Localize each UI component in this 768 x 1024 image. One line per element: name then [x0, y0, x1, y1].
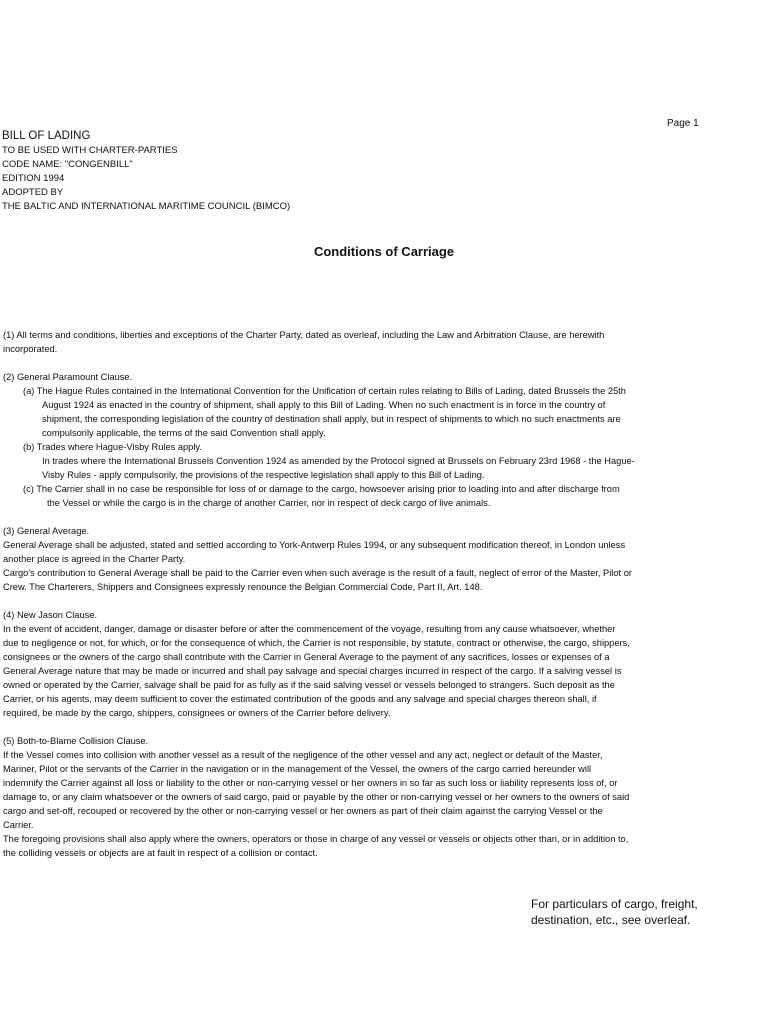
- header-line: ADOPTED BY: [2, 187, 64, 198]
- clause-2c-line: the Vessel or while the cargo is in the charge of another Carrier, nor in respect of deck cargo of live animals.: [47, 498, 491, 508]
- clause-5-line: damage to, or any claim whatsoever or the owners of said cargo, paid or payable by the other or non-carrying vessel or her owners to the owners of said: [3, 792, 630, 802]
- clause-2a-line: shipment, the corresponding legislation of the country of destination shall apply, but in respect of shipments to which no such enactments are: [42, 414, 621, 424]
- clause-2a-lead: (a) The Hague Rules contained in the International Convention for the Unification of certain rules relating to Bills of Lading, dated Brussels the 25th: [23, 386, 626, 396]
- page-number: Page 1: [667, 118, 699, 129]
- clause-2b-line: Visby Rules - apply compulsorily, the provisions of the respective legislation shall apply to this Bill of Lading.: [42, 470, 485, 480]
- clause-5-line: the colliding vessels or objects are at fault in respect of a collision or contact.: [3, 848, 318, 858]
- header-line: TO BE USED WITH CHARTER-PARTIES: [2, 145, 178, 156]
- clause-2a-line: compulsorily applicable, the terms of the said Convention shall apply.: [42, 428, 326, 438]
- header-line: EDITION 1994: [2, 173, 65, 184]
- clause-4-line: due to negligence or not, for which, or for the consequence of which, the Carrier is not responsible, by statute, contract or otherwise, the cargo, shippers,: [3, 638, 630, 648]
- clause-3-line: General Average shall be adjusted, stated and settled according to York-Antwerp Rules 1994, or any subsequent modification thereof, in London unless: [3, 540, 626, 550]
- bill-of-lading-title: BILL OF LADING: [2, 130, 91, 142]
- clause-3-line: another place is agreed in the Charter Party.: [3, 554, 186, 564]
- clause-2-heading: (2) General Paramount Clause.: [3, 372, 133, 382]
- header-line: CODE NAME: "CONGENBILL": [2, 159, 133, 170]
- clause-2b-lead: (b) Trades where Hague-Visby Rules apply.: [23, 442, 202, 452]
- header-line: THE BALTIC AND INTERNATIONAL MARITIME COUNCIL (BIMCO): [2, 201, 291, 212]
- clause-3-line: Cargo's contribution to General Average shall be paid to the Carrier even when such average is the result of a fault, neglect of error of the Master, Pilot or: [3, 568, 632, 578]
- clause-5-line: cargo and set-off, recouped or recovered by the other or non-carrying vessel or her owners as part of their claim against the carrying Vessel or the: [3, 806, 603, 816]
- clause-2b-line: In trades where the International Brussels Convention 1924 as amended by the Protocol signed at Brussels on February 23rd 1968 - the Hague-: [42, 456, 635, 466]
- clause-4-line: General Average nature that may be made or incurred and shall pay salvage and special charges incurred in respect of the cargo. If a salving vessel is: [3, 666, 622, 676]
- clause-3-heading: (3) General Average.: [3, 526, 90, 536]
- clause-2c-lead: (c) The Carrier shall in no case be responsible for loss of or damage to the cargo, howsoever arising prior to loading into and after discharge from: [23, 484, 620, 494]
- conditions-body: [3, 328, 713, 860]
- clause-4-heading: (4) New Jason Clause.: [3, 610, 98, 620]
- conditions-title: Conditions of Carriage: [313, 244, 455, 259]
- clause-2a-line: August 1924 as enacted in the country of shipment, shall apply to this Bill of Lading. When no such enactment is in force in the country of: [42, 400, 606, 410]
- footer-note-line: For particulars of cargo, freight,: [531, 897, 698, 911]
- document-header: [2, 129, 290, 214]
- clause-1-line: (1) All terms and conditions, liberties and exceptions of the Charter Party, dated as overleaf, including the Law and Arbitration Clause, are herewith: [3, 330, 605, 340]
- clause-5-line: Mariner, Pilot or the servants of the Carrier in the navigation or in the management of the Vessel, the owners of the cargo carried hereunder will: [3, 764, 592, 774]
- clause-4-line: owned or operated by the Carrier, salvage shall be paid for as fully as if the said salving vessel or vessels belonged to strangers. Such deposit as the: [3, 680, 615, 690]
- footer-note: [531, 896, 731, 928]
- clause-5-line: The foregoing provisions shall also apply where the owners, operators or those in charge of any vessel or vessels or objects other than, or in addition to,: [3, 834, 629, 844]
- clause-5-line: indemnify the Carrier against all loss or liability to the other or non-carrying vessel or her owners in so far as such loss or liability represents loss of, or: [3, 778, 618, 788]
- clause-4-line: consignees or the owners of the cargo shall contribute with the Carrier in General Average to the payment of any sacrifices, losses or expenses of a: [3, 652, 610, 662]
- clause-5-line: Carrier.: [3, 820, 34, 830]
- clause-4-line: In the event of accident, danger, damage or disaster before or after the commencement of the voyage, resulting from any cause whatsoever, whether: [3, 624, 616, 634]
- clause-5-heading: (5) Both-to-Blame Collision Clause.: [3, 736, 149, 746]
- clause-4-line: required, be made by the cargo, shippers, consignees or owners of the Carrier before delivery.: [3, 708, 391, 718]
- clause-5-line: If the Vessel comes into collision with another vessel as a result of the negligence of the other vessel and any act, neglect or default of the Master,: [3, 750, 603, 760]
- clause-3-line: Crew. The Charterers, Shippers and Consignees expressly renounce the Belgian Commercial Code, Part II, Art. 148.: [3, 582, 483, 592]
- footer-note-line: destination, etc., see overleaf.: [531, 913, 691, 927]
- clause-4-line: Carrier, or his agents, may deem sufficient to cover the estimated contribution of the goods and any salvage and special charges thereon shall, if: [3, 694, 597, 704]
- clause-1-line: incorporated.: [3, 344, 58, 354]
